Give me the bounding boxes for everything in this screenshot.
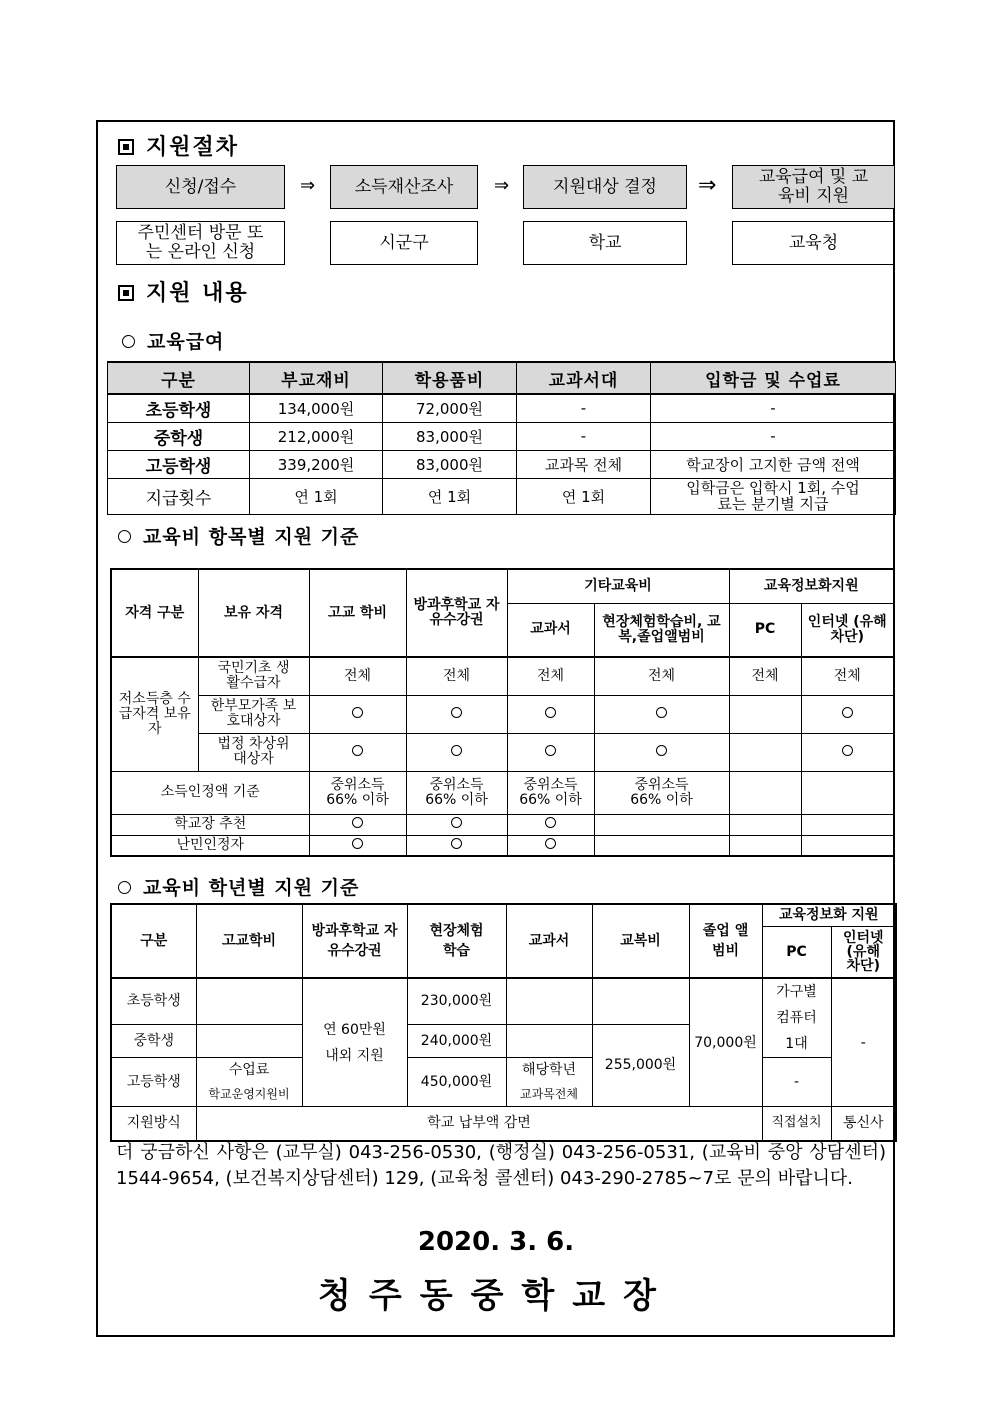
table-cell bbox=[729, 814, 801, 835]
circle-mark-icon bbox=[545, 745, 556, 756]
table-cell: 전체 bbox=[406, 657, 507, 695]
row-header: 소득인정액 기준 bbox=[111, 771, 309, 814]
grade-criteria-table bbox=[110, 903, 897, 1142]
step-income-where bbox=[330, 221, 478, 265]
table-cell: 83,000원 bbox=[383, 450, 517, 478]
table-header-row bbox=[111, 904, 896, 926]
row-header: 중학생 bbox=[111, 1024, 196, 1058]
col-header: 인터넷 (유해차단) bbox=[801, 603, 894, 657]
table-cell bbox=[196, 1058, 302, 1107]
textbook-line: 해당학년 bbox=[521, 1062, 577, 1078]
step-label: 지원대상 결정 bbox=[553, 176, 657, 197]
table-cell bbox=[594, 695, 729, 733]
table-cell: 중위소득 66% 이하 bbox=[507, 771, 594, 814]
step-label: 신청/접수 bbox=[164, 176, 237, 197]
col-header: PC bbox=[729, 603, 801, 657]
table-cell bbox=[309, 733, 406, 771]
col-header: 교과서 bbox=[506, 904, 592, 978]
table-cell bbox=[729, 771, 801, 814]
row-header: 초등학생 bbox=[111, 978, 196, 1024]
table-cell: - bbox=[517, 394, 651, 422]
table-cell bbox=[801, 695, 894, 733]
table-cell bbox=[801, 733, 894, 771]
col-header: 기타교육비 bbox=[507, 569, 729, 603]
step-sub: 시군구 bbox=[379, 232, 429, 253]
table-header-row bbox=[108, 362, 896, 394]
row-header: 국민기초 생활수급자 bbox=[198, 657, 309, 695]
col-header: 교육정보화지원 bbox=[729, 569, 894, 603]
table-cell bbox=[801, 814, 894, 835]
row-header: 초등학생 bbox=[108, 394, 250, 422]
table-row bbox=[108, 478, 896, 514]
table-cell: 83,000원 bbox=[383, 422, 517, 450]
circle-mark-icon bbox=[656, 745, 667, 756]
table-cell bbox=[309, 695, 406, 733]
table-cell: 230,000원 bbox=[407, 978, 506, 1024]
table-cell bbox=[729, 835, 801, 856]
row-header: 고등학생 bbox=[108, 450, 250, 478]
row-header: 중학생 bbox=[108, 422, 250, 450]
square-bullet-icon bbox=[118, 285, 134, 301]
col-header: 고교학비 bbox=[196, 904, 302, 978]
table-cell bbox=[196, 1024, 302, 1058]
subheading-text: 교육급여 bbox=[147, 331, 225, 353]
table-row bbox=[111, 814, 894, 835]
table-cell bbox=[506, 1058, 592, 1107]
table-cell bbox=[406, 733, 507, 771]
col-header: 현장체험 학습 bbox=[407, 904, 506, 978]
table-row bbox=[111, 695, 894, 733]
table-row bbox=[111, 771, 894, 814]
subheading-item-criteria bbox=[118, 522, 359, 549]
table-cell bbox=[762, 978, 831, 1058]
row-header: 난민인정자 bbox=[111, 835, 309, 856]
arrow-icon: ⇒ bbox=[300, 175, 316, 196]
circle-mark-icon bbox=[451, 817, 462, 828]
col-header: PC bbox=[762, 926, 831, 978]
table-row bbox=[111, 1107, 896, 1141]
circle-mark-icon bbox=[352, 838, 363, 849]
table-cell bbox=[507, 835, 594, 856]
table-cell: 70,000원 bbox=[689, 978, 762, 1107]
table-cell bbox=[507, 733, 594, 771]
table-cell: 212,000원 bbox=[250, 422, 383, 450]
document-date: 2020. 3. 6. bbox=[417, 1227, 575, 1257]
table-cell bbox=[406, 695, 507, 733]
step-sub: 교육청 bbox=[788, 232, 839, 253]
table-cell bbox=[506, 978, 592, 1024]
pc-line: 가구별 bbox=[776, 984, 817, 1000]
table-cell bbox=[507, 695, 594, 733]
circle-mark-icon bbox=[451, 707, 462, 718]
table-cell: 연 1회 bbox=[383, 478, 517, 514]
table-cell bbox=[309, 835, 406, 856]
step-support-where bbox=[732, 221, 895, 265]
circle-mark-icon bbox=[451, 745, 462, 756]
table-cell: - bbox=[517, 422, 651, 450]
col-header: 자격 구분 bbox=[111, 569, 198, 657]
table-cell: 240,000원 bbox=[407, 1024, 506, 1058]
circle-mark-icon bbox=[352, 817, 363, 828]
step-decision-where bbox=[523, 221, 687, 265]
step-label: 소득재산조사 bbox=[354, 176, 454, 197]
table-cell bbox=[406, 814, 507, 835]
subheading-text: 교육비 항목별 지원 기준 bbox=[143, 526, 360, 548]
table-cell: 255,000원 bbox=[592, 1024, 689, 1107]
circle-bullet-icon bbox=[118, 881, 131, 894]
table-row bbox=[111, 733, 894, 771]
table-cell: - bbox=[651, 422, 896, 450]
table-cell bbox=[506, 1024, 592, 1058]
section-heading-procedure bbox=[118, 130, 239, 161]
col-header: 구분 bbox=[108, 362, 250, 394]
table-cell bbox=[594, 814, 729, 835]
circle-mark-icon bbox=[545, 838, 556, 849]
table-cell: 학교 납부액 감면 bbox=[196, 1107, 762, 1141]
table-row bbox=[111, 1058, 896, 1107]
table-cell: 통신사 bbox=[831, 1107, 896, 1141]
item-criteria-table bbox=[110, 568, 895, 857]
circle-mark-icon bbox=[656, 707, 667, 718]
table-row bbox=[111, 657, 894, 695]
table-row bbox=[111, 835, 894, 856]
table-cell: 연 1회 bbox=[517, 478, 651, 514]
circle-mark-icon bbox=[842, 707, 853, 718]
table-cell: 전체 bbox=[507, 657, 594, 695]
pc-line: 컴퓨터 bbox=[776, 1010, 817, 1026]
table-cell bbox=[309, 814, 406, 835]
subheading-edu-benefit bbox=[122, 327, 224, 354]
table-cell bbox=[406, 835, 507, 856]
col-header: 방과후학교 자유수강권 bbox=[302, 904, 407, 978]
table-cell: 전체 bbox=[594, 657, 729, 695]
col-header: 교과서대 bbox=[517, 362, 651, 394]
contact-info: 더 궁금하신 사항은 (교무실) 043-256-0530, (행정실) 043-256-0531, (교육비 중앙 상담센터) 1544-9654, (보건복지상담센터) 129, (교육청 콜센터) 043-290-2785~7로 문의 바랍니다. bbox=[116, 1142, 886, 1189]
table-cell bbox=[801, 835, 894, 856]
col-header: 졸업 앨범비 bbox=[689, 904, 762, 978]
signer-title: 청주동중학교장 bbox=[318, 1276, 674, 1316]
step-income-check bbox=[330, 165, 478, 209]
table-cell: 전체 bbox=[309, 657, 406, 695]
table-cell bbox=[592, 978, 689, 1024]
circle-bullet-icon bbox=[122, 335, 135, 348]
col-header: 인터넷 (유해 차단) bbox=[831, 926, 896, 978]
table-cell: 입학금은 입학시 1회, 수업료는 분기별 지급 bbox=[651, 478, 896, 514]
content-title: 지원 내용 bbox=[146, 281, 249, 306]
hs-fee-line: 수업료 bbox=[228, 1062, 270, 1078]
circle-mark-icon bbox=[352, 745, 363, 756]
arrow-icon: ⇒ bbox=[494, 175, 510, 196]
table-cell bbox=[594, 733, 729, 771]
row-header: 법정 차상위 대상자 bbox=[198, 733, 309, 771]
step-sub: 주민센터 방문 또는 온라인 신청 bbox=[137, 223, 264, 262]
table-cell: 학교장이 고지한 금액 전액 bbox=[651, 450, 896, 478]
table-cell bbox=[507, 814, 594, 835]
col-header: 구분 bbox=[111, 904, 196, 978]
circle-mark-icon bbox=[545, 707, 556, 718]
col-header: 보유 자격 bbox=[198, 569, 309, 657]
table-cell bbox=[729, 733, 801, 771]
col-header: 현장체험학습비, 교복,졸업앨범비 bbox=[594, 603, 729, 657]
textbook-line: 교과목전체 bbox=[520, 1087, 578, 1101]
table-row bbox=[108, 422, 896, 450]
row-group-header: 저소득층 수급자격 보유자 bbox=[111, 657, 198, 771]
step-sub: 학교 bbox=[588, 232, 622, 253]
table-cell: 339,200원 bbox=[250, 450, 383, 478]
col-header: 방과후학교 자유수강권 bbox=[406, 569, 507, 657]
col-header: 교복비 bbox=[592, 904, 689, 978]
table-cell: 134,000원 bbox=[250, 394, 383, 422]
step-support bbox=[732, 165, 895, 209]
circle-bullet-icon bbox=[118, 530, 131, 543]
table-cell: 연 60만원 내외 지원 bbox=[302, 978, 407, 1107]
table-cell: - bbox=[762, 1058, 831, 1107]
row-header: 학교장 추천 bbox=[111, 814, 309, 835]
circle-mark-icon bbox=[451, 838, 462, 849]
col-header: 교과서 bbox=[507, 603, 594, 657]
table-cell: 직접설치 bbox=[762, 1107, 831, 1141]
col-header: 학용품비 bbox=[383, 362, 517, 394]
table-row bbox=[108, 450, 896, 478]
col-header: 입학금 및 수업료 bbox=[651, 362, 896, 394]
table-cell: 중위소득 66% 이하 bbox=[406, 771, 507, 814]
col-header: 교육정보화 지원 bbox=[762, 904, 896, 926]
circle-mark-icon bbox=[842, 745, 853, 756]
table-cell: 전체 bbox=[801, 657, 894, 695]
table-header-row bbox=[111, 569, 894, 603]
table-row bbox=[108, 394, 896, 422]
row-header: 지급횟수 bbox=[108, 478, 250, 514]
subheading-text: 교육비 학년별 지원 기준 bbox=[143, 877, 360, 899]
circle-mark-icon bbox=[545, 817, 556, 828]
edu-benefit-table bbox=[107, 361, 896, 515]
table-cell: 72,000원 bbox=[383, 394, 517, 422]
table-cell: 교과목 전체 bbox=[517, 450, 651, 478]
col-header: 부교재비 bbox=[250, 362, 383, 394]
pc-line: 1대 bbox=[785, 1036, 808, 1052]
table-cell: - bbox=[831, 978, 896, 1107]
table-cell: 450,000원 bbox=[407, 1058, 506, 1107]
table-cell bbox=[729, 695, 801, 733]
step-apply-where bbox=[116, 221, 285, 265]
step-apply bbox=[116, 165, 285, 209]
table-cell bbox=[196, 978, 302, 1024]
table-cell: - bbox=[651, 394, 896, 422]
arrow-icon: ⇒ bbox=[698, 173, 717, 198]
step-label: 교육급여 및 교육비 지원 bbox=[758, 167, 869, 206]
table-cell: 중위소득 66% 이하 bbox=[594, 771, 729, 814]
procedure-title: 지원절차 bbox=[146, 135, 240, 160]
table-cell bbox=[801, 771, 894, 814]
col-header: 고교 학비 bbox=[309, 569, 406, 657]
section-heading-content bbox=[118, 276, 249, 307]
hs-fee-line: 학교운영지원비 bbox=[208, 1087, 290, 1101]
table-cell: 전체 bbox=[729, 657, 801, 695]
subheading-grade-criteria bbox=[118, 873, 359, 900]
table-cell bbox=[594, 835, 729, 856]
table-cell: 중위소득 66% 이하 bbox=[309, 771, 406, 814]
row-header: 고등학생 bbox=[111, 1058, 196, 1107]
table-cell: 연 1회 bbox=[250, 478, 383, 514]
square-bullet-icon bbox=[118, 139, 134, 155]
circle-mark-icon bbox=[352, 707, 363, 718]
step-decision bbox=[523, 165, 687, 209]
row-header: 한부모가족 보호대상자 bbox=[198, 695, 309, 733]
row-header: 지원방식 bbox=[111, 1107, 196, 1141]
table-row bbox=[111, 978, 896, 1024]
